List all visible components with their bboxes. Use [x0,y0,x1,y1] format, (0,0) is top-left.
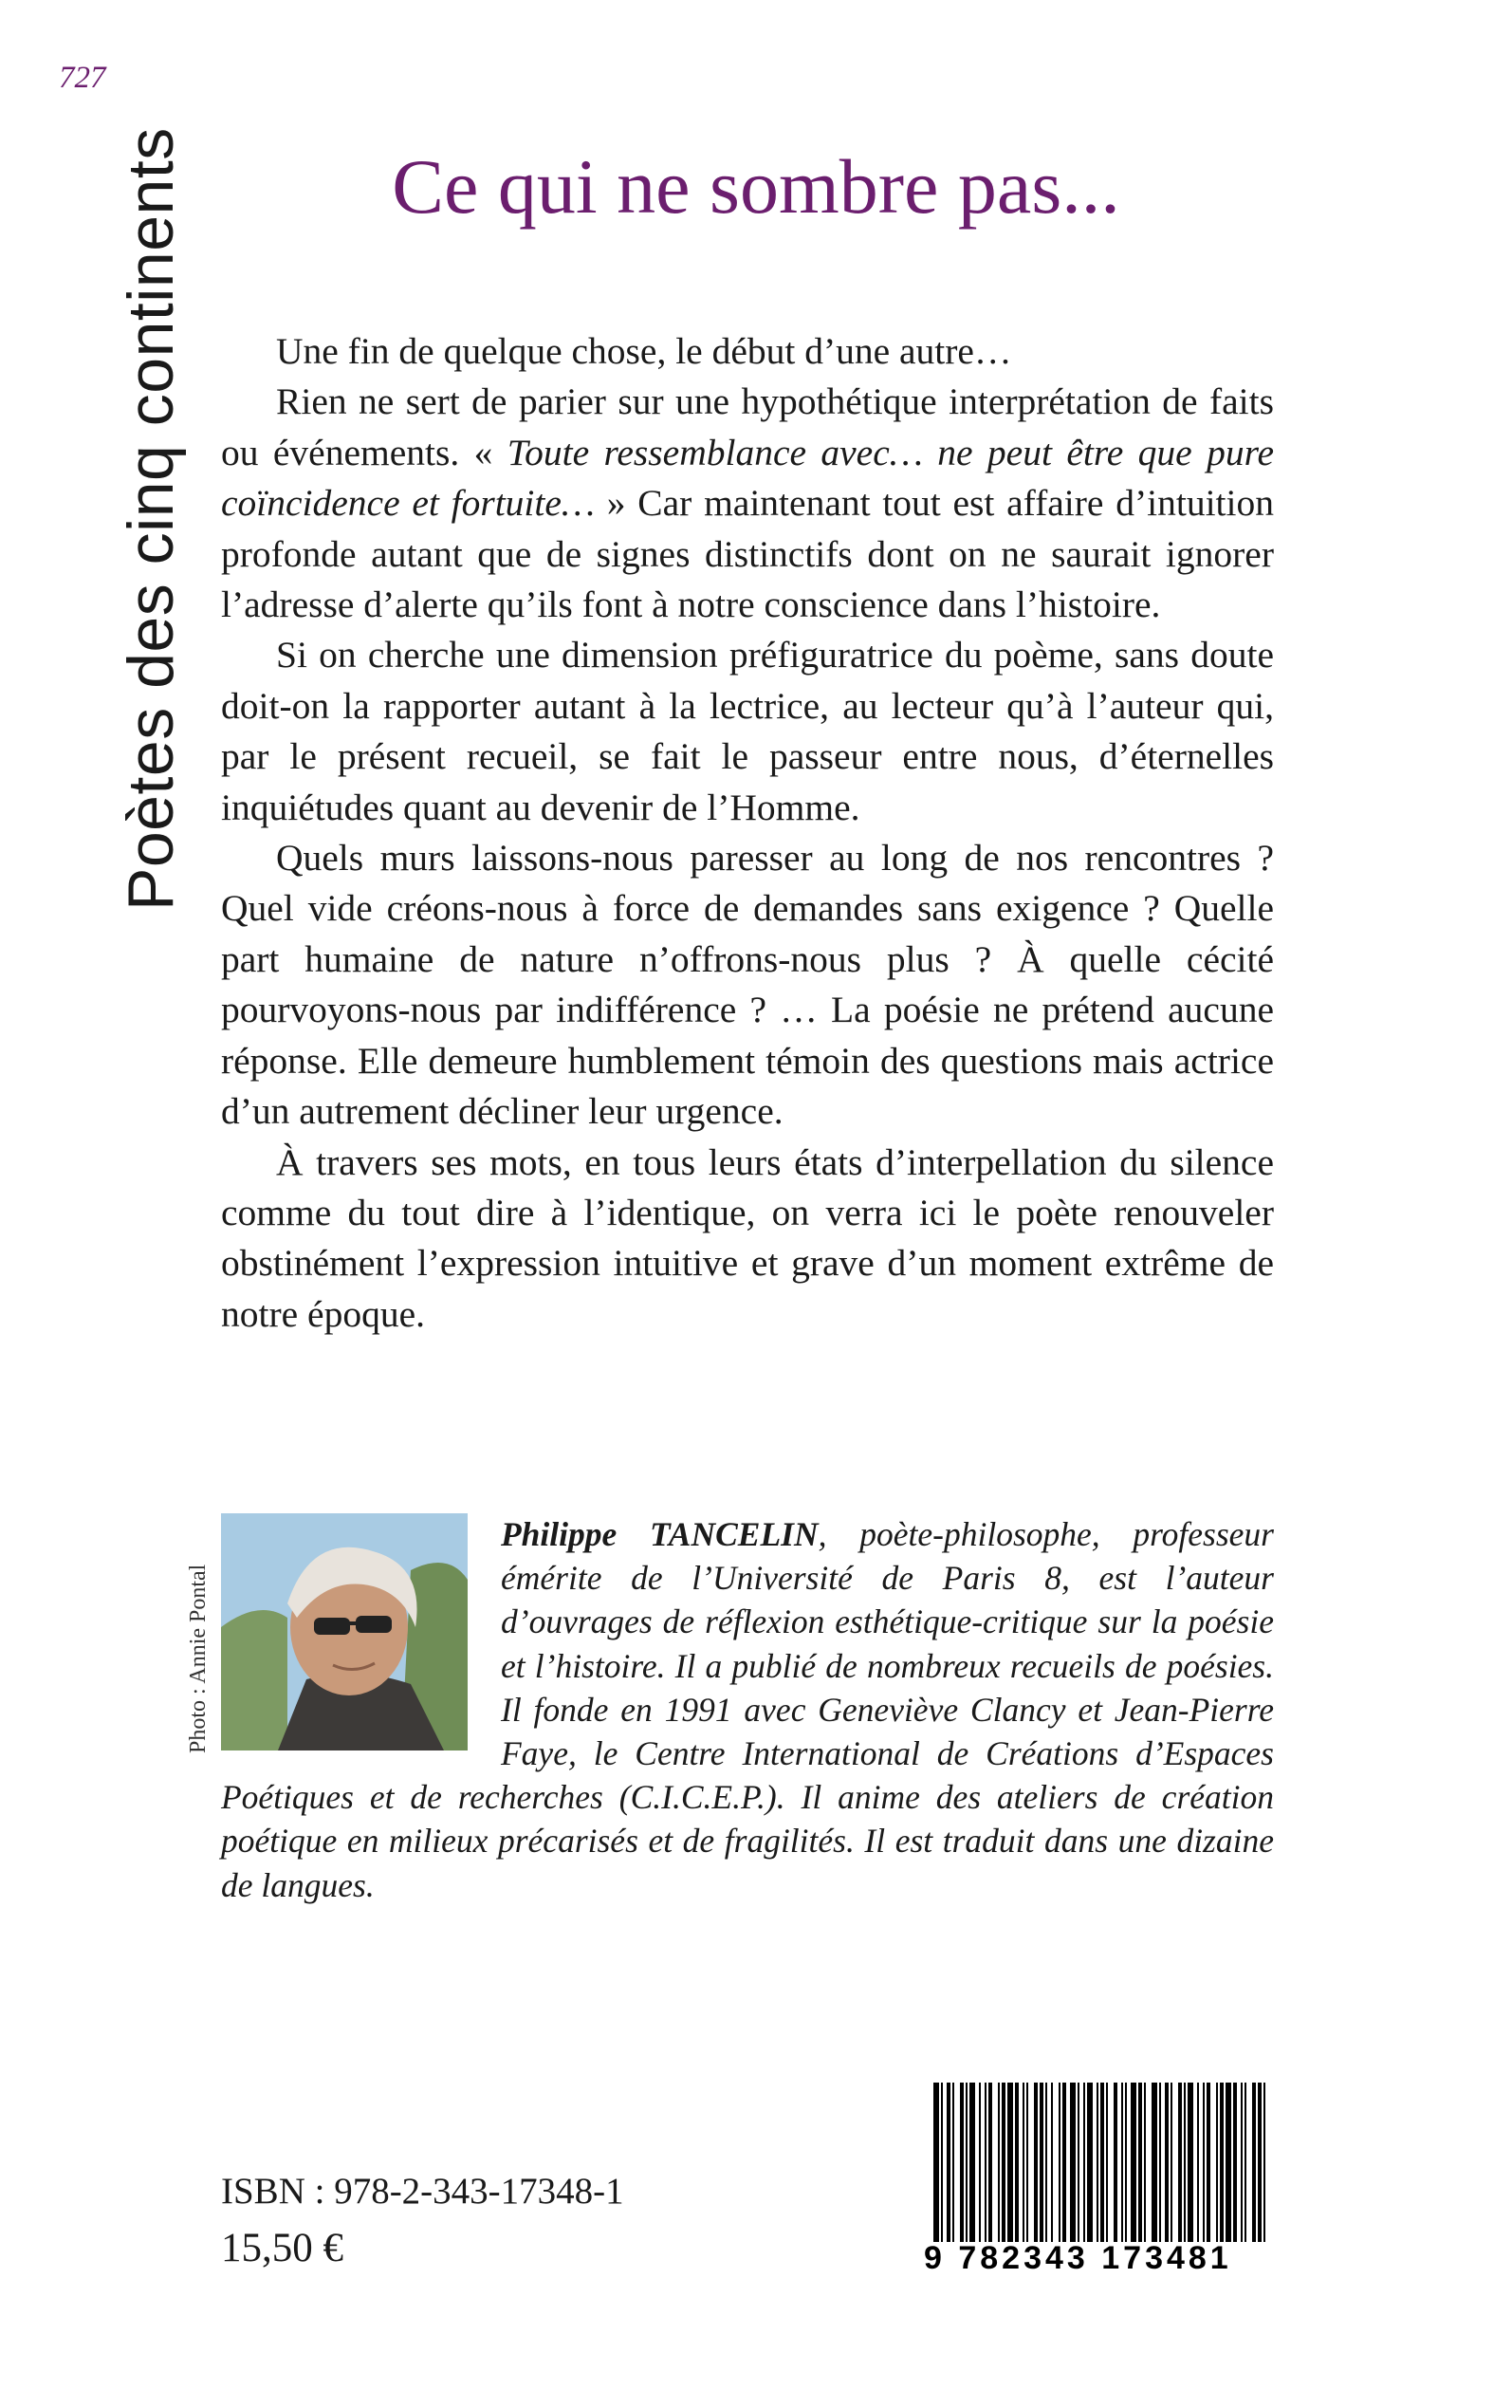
author-bio [221,1512,1274,1907]
blurb-paragraph-2-start: Rien ne sert de parier sur une hypothétique interprétation de faits ou événements. « [221,380,1274,473]
blurb-paragraph-1: Une fin de quelque chose, le début d’une autre… [276,330,1012,372]
barcode-bars [924,2083,1273,2242]
barcode-digits: 9 782343 173481 [924,2240,1232,2276]
blurb-paragraph-5: À travers ses mots, en tous leurs états d’interpellation du silence comme du tout dire à l’identique, on verra ici le poète renouveler obstinément l’expression intuitive et grave d’un moment extrême de notre époque. [221,1140,1274,1335]
price: 15,50 € [221,2226,343,2270]
barcode [924,2083,1273,2282]
blurb-quote: Toute ressemblance avec… ne peut être que pure coïncidence et fortuite… [221,431,1275,525]
author-name: Philippe TANCELIN [501,1515,819,1553]
blurb-paragraph-4: Quels murs laissons-nous paresser au long de nos rencontres ? Quel vide créons-nous à force de demandes sans exigence ? Quelle part humaine de nature n’offrons-nous plus ? À quelle cécité pourvoyons-nous par indifférence ? … La poésie ne prétend aucune réponse. Elle demeure humblement témoin des questions mais actrice d’un autrement décliner leur urgence. [221,837,1274,1133]
blurb-paragraph-2 [221,377,1274,630]
author-bio-text: , poète-philosophe, professeur émérite de l’Université de Paris 8, est l’auteur d’ouvrages de réflexion esthétique-critique sur la poésie et l’histoire. Il a publié de nombreux recueils de poésies. Il fonde en 1991 avec Geneviève Clancy et Jean-Pierre Faye, le Centre International de Créations d’Espaces Poétiques et de recherches (C.I.C.E.P.). Il anime des ateliers de création poétique en milieux précarisés et de fragilités. Il est traduit dans une dizaine de langues. [221,1515,1274,1904]
blurb [221,326,1274,1340]
isbn: ISBN : 978-2-343-17348-1 [221,2171,624,2212]
series-number: 727 [59,61,106,95]
photo-credit: Photo : Annie Pontal [186,1564,211,1753]
series-title: Poètes des cinq continents [115,127,187,911]
blurb-paragraph-2-end: » Car maintenant tout est affaire d’intuition profonde autant que de signes distinctifs dont on ne saurait ignorer l’adresse d’alerte qu’ils font à notre conscience dans l’histoire. [221,482,1274,626]
book-title: Ce qui ne sombre pas... [392,143,1120,230]
blurb-paragraph-3: Si on cherche une dimension préfiguratrice du poème, sans doute doit-on la rapporter autant à la lectrice, au lecteur qu’à l’auteur qui, par le présent recueil, se fait le passeur entre nous, d’éternelles inquiétudes quant au devenir de l’Homme. [221,634,1274,828]
